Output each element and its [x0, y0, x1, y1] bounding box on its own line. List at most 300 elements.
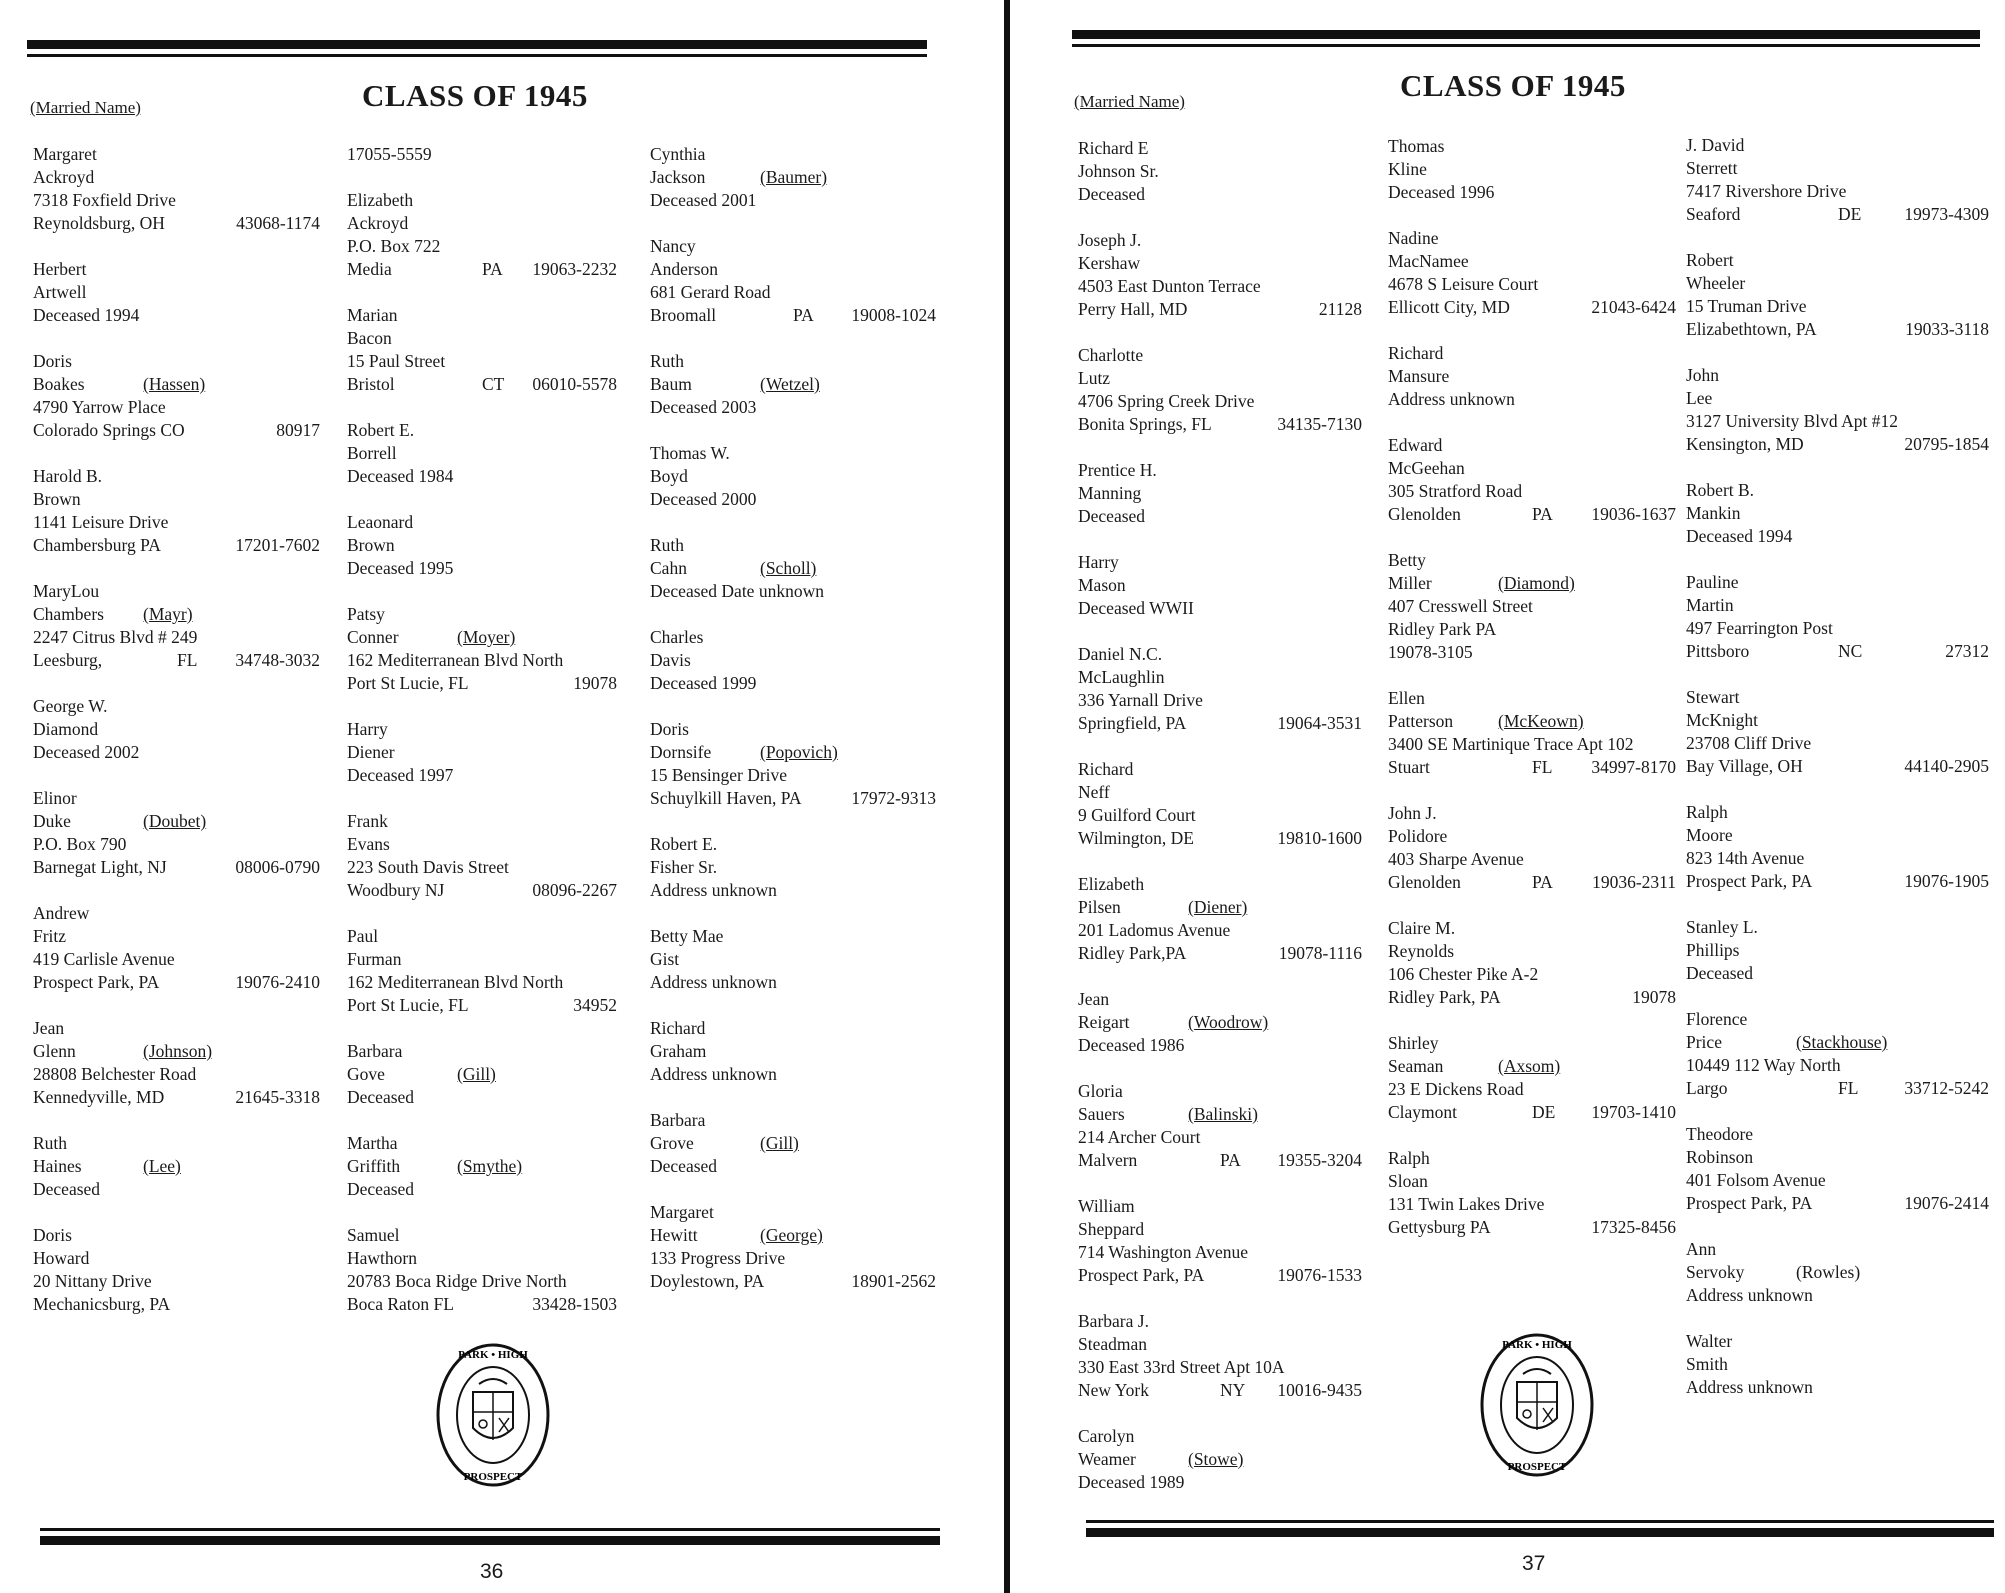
alumni-entry [1078, 758, 1362, 850]
state-code: DE [1838, 204, 1862, 224]
entry-text: Barbara [347, 1041, 403, 1061]
last-name [650, 1224, 936, 1247]
first-name [650, 235, 936, 258]
alumni-entry [1686, 686, 1989, 778]
last-name [1078, 252, 1362, 275]
first-name [347, 1132, 617, 1155]
entry-text: Pilsen [1078, 897, 1121, 917]
alumni-entry [1388, 1032, 1676, 1124]
first-name [1388, 434, 1676, 457]
entry-detail [347, 672, 617, 695]
entry-detail [1078, 1356, 1362, 1379]
entry-detail [650, 1270, 936, 1293]
alumni-entry [1388, 342, 1676, 411]
first-name [650, 350, 936, 373]
entry-detail [1388, 618, 1676, 641]
last-name [33, 281, 320, 304]
first-name [33, 143, 320, 166]
alumni-entry [1686, 479, 1989, 548]
alumni-entry [347, 718, 617, 787]
entry-text: Harry [347, 719, 388, 739]
entry-text: Robinson [1686, 1147, 1754, 1167]
entry-text: 330 East 33rd Street Apt 10A [1078, 1357, 1285, 1377]
married-name: (Stowe) [1188, 1449, 1244, 1469]
entry-detail [1686, 755, 1989, 778]
married-name: (Woodrow) [1188, 1012, 1269, 1032]
entry-text: Seaford [1686, 204, 1741, 224]
first-name [33, 902, 320, 925]
zip-code: 21043-6424 [1591, 297, 1676, 317]
entry-text: Price [1686, 1032, 1722, 1052]
zip-code: 19076-2414 [1904, 1193, 1989, 1213]
entry-text: 20783 Boca Ridge Drive North [347, 1271, 567, 1291]
first-name [1078, 988, 1362, 1011]
entry-detail [650, 1155, 936, 1178]
first-name [1078, 344, 1362, 367]
entry-text: 23 E Dickens Road [1388, 1079, 1524, 1099]
alumni-entry [1078, 551, 1362, 620]
entry-text: Mason [1078, 575, 1126, 595]
alumni-entry [347, 1224, 617, 1316]
entry-text: Carolyn [1078, 1426, 1135, 1446]
last-name [1686, 157, 1989, 180]
entry-text: Conner [347, 627, 399, 647]
entry-text: Paul [347, 926, 379, 946]
first-name [650, 833, 936, 856]
first-name [33, 465, 320, 488]
entry-detail [650, 189, 936, 212]
first-name [347, 718, 617, 741]
entry-detail [650, 488, 936, 511]
alumni-entry [1388, 549, 1676, 664]
entry-detail [1078, 413, 1362, 436]
entry-text: Doris [33, 1225, 72, 1245]
first-name [1078, 551, 1362, 574]
entry-text: Mankin [1686, 503, 1741, 523]
entry-detail [1388, 641, 1676, 664]
entry-text: Deceased [33, 1179, 101, 1199]
entry-detail [33, 741, 320, 764]
last-name [1078, 781, 1362, 804]
entry-text: Daniel N.C. [1078, 644, 1163, 664]
last-name [1078, 367, 1362, 390]
alumni-entry [347, 925, 617, 1017]
entry-text: Jackson [650, 167, 706, 187]
entry-text: 15 Bensinger Drive [650, 765, 788, 785]
zip-code: 17201-7602 [235, 535, 320, 555]
first-name [33, 1224, 320, 1247]
entry-text: Deceased Date unknown [650, 581, 824, 601]
first-name [1686, 249, 1989, 272]
last-name [347, 327, 617, 350]
entry-text: Artwell [33, 282, 87, 302]
married-name: (Wetzel) [760, 374, 820, 394]
entry-detail [33, 534, 320, 557]
alumni-entry [1078, 459, 1362, 528]
first-name [1388, 135, 1676, 158]
last-name [33, 1155, 320, 1178]
last-name [1078, 896, 1362, 919]
entry-text: 4790 Yarrow Place [33, 397, 166, 417]
last-name [1078, 1103, 1362, 1126]
entry-detail [1686, 732, 1989, 755]
entry-text: Weamer [1078, 1449, 1136, 1469]
last-name [1078, 160, 1362, 183]
svg-text:PROSPECT: PROSPECT [463, 1471, 523, 1483]
entry-text: Johnson Sr. [1078, 161, 1159, 181]
first-name [1686, 1008, 1989, 1031]
last-name [1686, 387, 1989, 410]
entry-detail [1388, 273, 1676, 296]
entry-text: Jean [33, 1018, 65, 1038]
entry-text: Mansure [1388, 366, 1450, 386]
entry-text: Servoky [1686, 1262, 1745, 1282]
entry-text: Deceased 1995 [347, 558, 454, 578]
entry-text: Andrew [33, 903, 90, 923]
last-name [1686, 824, 1989, 847]
alumni-entry [1686, 134, 1989, 226]
first-name [33, 258, 320, 281]
entry-detail [1686, 1376, 1989, 1399]
first-name [347, 143, 617, 166]
zip-code: 18901-2562 [851, 1271, 936, 1291]
first-name [1388, 1147, 1676, 1170]
entry-text: 162 Mediterranean Blvd North [347, 972, 564, 992]
entry-detail [1388, 733, 1676, 756]
alumni-entry [1686, 916, 1989, 985]
entry-text: Patterson [1388, 711, 1454, 731]
entry-detail [1686, 180, 1989, 203]
entry-text: Frank [347, 811, 388, 831]
alumni-entry [33, 695, 320, 764]
married-name-label: (Married Name) [1074, 92, 1185, 111]
zip-code: 17972-9313 [851, 788, 936, 808]
married-name: (Diamond) [1498, 573, 1575, 593]
zip-code: 19078 [1632, 987, 1676, 1007]
last-name [33, 373, 320, 396]
state-code: FL [1838, 1078, 1859, 1098]
entry-text: Deceased 1984 [347, 466, 454, 486]
entry-detail [1078, 1264, 1362, 1287]
zip-code: 19078 [573, 673, 617, 693]
alumni-entry [650, 1017, 936, 1086]
page-number: 37 [1522, 1552, 1546, 1575]
entry-text: Barbara [650, 1110, 706, 1130]
married-name: (Rowles) [1796, 1262, 1861, 1282]
entry-detail [33, 626, 320, 649]
entry-text: Mechanicsburg, PA [33, 1294, 171, 1314]
entry-text: Ridley Park,PA [1078, 943, 1187, 963]
entry-text: Deceased [650, 1156, 718, 1176]
top-rule-thick [1072, 30, 1980, 39]
alumni-entry [1388, 135, 1676, 204]
entry-detail [650, 396, 936, 419]
last-name [650, 856, 936, 879]
entry-detail [1686, 295, 1989, 318]
entry-detail [347, 971, 617, 994]
state-code: DE [1532, 1102, 1556, 1122]
alumni-entry [1388, 227, 1676, 319]
first-name [33, 1132, 320, 1155]
entry-text: Bonita Springs, FL [1078, 414, 1212, 434]
entry-text: Elizabethtown, PA [1686, 319, 1817, 339]
last-name [650, 465, 936, 488]
last-name [1388, 710, 1676, 733]
entry-text: Deceased 1994 [1686, 526, 1793, 546]
entry-detail [33, 304, 320, 327]
married-name: (Popovich) [760, 742, 838, 762]
entry-detail [1078, 942, 1362, 965]
zip-code: 19036-2311 [1592, 872, 1676, 892]
alumni-entry [33, 1224, 320, 1316]
entry-detail [347, 764, 617, 787]
entry-text: Deceased [1078, 506, 1146, 526]
first-name [1388, 1032, 1676, 1055]
entry-detail [347, 350, 617, 373]
first-name [1078, 1425, 1362, 1448]
entry-text: 3400 SE Martinique Trace Apt 102 [1388, 734, 1634, 754]
first-name [1686, 686, 1989, 709]
last-name [1388, 825, 1676, 848]
zip-code: 19033-3118 [1905, 319, 1989, 339]
entry-detail [1686, 1284, 1989, 1307]
entry-text: Ruth [650, 535, 685, 555]
state-code: CT [482, 374, 505, 394]
entry-detail [1078, 1471, 1362, 1494]
entry-text: Walter [1686, 1331, 1733, 1351]
last-name [1686, 1353, 1989, 1376]
entry-text: Ackroyd [33, 167, 95, 187]
entry-text: Reynolds [1388, 941, 1455, 961]
entry-detail [650, 580, 936, 603]
last-name [1388, 1170, 1676, 1193]
entry-text: Manning [1078, 483, 1142, 503]
zip-code: 33428-1503 [532, 1294, 617, 1314]
entry-text: Springfield, PA [1078, 713, 1187, 733]
entry-text: Howard [33, 1248, 90, 1268]
entry-text: Address unknown [650, 1064, 777, 1084]
zip-code: 19703-1410 [1591, 1102, 1676, 1122]
last-name [33, 925, 320, 948]
last-name [347, 442, 617, 465]
entry-detail [347, 258, 617, 281]
entry-text: Sterrett [1686, 158, 1738, 178]
bottom-rule-thick [1086, 1528, 1994, 1537]
entry-detail [650, 304, 936, 327]
entry-text: Stewart [1686, 687, 1740, 707]
svg-text:PROSPECT: PROSPECT [1507, 1461, 1567, 1473]
alumni-entry [347, 143, 617, 166]
first-name [650, 534, 936, 557]
entry-text: Theodore [1686, 1124, 1754, 1144]
last-name [1686, 594, 1989, 617]
first-name [1078, 459, 1362, 482]
entry-text: 4678 S Leisure Court [1388, 274, 1539, 294]
alumni-entry [1388, 434, 1676, 526]
bottom-rule-thin [40, 1528, 940, 1531]
entry-text: Reigart [1078, 1012, 1130, 1032]
entry-text: Fritz [33, 926, 67, 946]
zip-code: 06010-5578 [532, 374, 617, 394]
alumni-entry [33, 787, 320, 879]
entry-text: Gettysburg PA [1388, 1217, 1491, 1237]
entry-text: Ellen [1388, 688, 1425, 708]
entry-text: Address unknown [1686, 1285, 1813, 1305]
entry-text: Glenn [33, 1041, 76, 1061]
entry-text: Deceased [347, 1179, 415, 1199]
entry-text: Doris [33, 351, 72, 371]
entry-text: Address unknown [1686, 1377, 1813, 1397]
entry-text: Samuel [347, 1225, 400, 1245]
entry-text: Deceased 1996 [1388, 182, 1495, 202]
entry-detail [650, 879, 936, 902]
entry-text: Barnegat Light, NJ [33, 857, 167, 877]
entry-text: Port St Lucie, FL [347, 673, 469, 693]
first-name [347, 925, 617, 948]
entry-text: Sauers [1078, 1104, 1125, 1124]
entry-detail [1686, 962, 1989, 985]
married-name: (Gill) [457, 1064, 496, 1084]
last-name [347, 1247, 617, 1270]
last-name [1686, 502, 1989, 525]
entry-text: 1141 Leisure Drive [33, 512, 169, 532]
alumni-entry [347, 511, 617, 580]
entry-detail [347, 879, 617, 902]
entry-text: Bristol [347, 374, 395, 394]
entry-detail [33, 948, 320, 971]
alumni-entry [650, 626, 936, 695]
entry-text: George W. [33, 696, 108, 716]
entry-detail [1078, 827, 1362, 850]
last-name [1388, 457, 1676, 480]
entry-detail [1686, 318, 1989, 341]
entry-text: Hewitt [650, 1225, 698, 1245]
married-name: (Scholl) [760, 558, 817, 578]
entry-text: Broomall [650, 305, 717, 325]
entry-detail [347, 235, 617, 258]
entry-detail [33, 1293, 320, 1316]
entry-text: Phillips [1686, 940, 1740, 960]
entry-text: Betty Mae [650, 926, 724, 946]
married-name: (Stackhouse) [1796, 1032, 1888, 1052]
last-name [1686, 272, 1989, 295]
alumni-entry [1388, 1147, 1676, 1239]
last-name [347, 626, 617, 649]
last-name [1078, 1218, 1362, 1241]
entry-text: Charles [650, 627, 704, 647]
entry-detail [1686, 525, 1989, 548]
first-name [1388, 227, 1676, 250]
alumni-entry [1388, 687, 1676, 779]
entry-text: Nancy [650, 236, 696, 256]
last-name [1388, 250, 1676, 273]
last-name [1388, 572, 1676, 595]
entry-text: Pauline [1686, 572, 1739, 592]
zip-code: 19355-3204 [1277, 1150, 1362, 1170]
entry-text: Deceased [1686, 963, 1754, 983]
entry-text: Smith [1686, 1354, 1728, 1374]
entry-text: Ridley Park, PA [1388, 987, 1501, 1007]
entry-text: Patsy [347, 604, 385, 624]
alumni-entry [347, 419, 617, 488]
entry-text: Grove [650, 1133, 694, 1153]
entry-text: Deceased 2000 [650, 489, 757, 509]
entry-detail [1078, 1241, 1362, 1264]
entry-text: Robert [1686, 250, 1734, 270]
alumni-entry [33, 1017, 320, 1109]
entry-detail [1388, 1078, 1676, 1101]
entry-detail [347, 465, 617, 488]
entry-text: Diamond [33, 719, 99, 739]
entry-text: Steadman [1078, 1334, 1148, 1354]
entry-text: Deceased 1997 [347, 765, 454, 785]
alumni-entry [1078, 1310, 1362, 1402]
alumni-entry [33, 1132, 320, 1201]
entry-text: Thomas W. [650, 443, 730, 463]
state-code: NC [1838, 641, 1863, 661]
entry-text: Leesburg, [33, 650, 103, 670]
entry-text: Reynoldsburg, OH [33, 213, 165, 233]
entry-detail [1686, 617, 1989, 640]
entry-text: Fisher Sr. [650, 857, 718, 877]
entry-detail [347, 994, 617, 1017]
alumni-entry [650, 350, 936, 419]
entry-text: Margaret [650, 1202, 714, 1222]
last-name [1078, 1333, 1362, 1356]
zip-code: 19076-2410 [235, 972, 320, 992]
alumni-entry [347, 603, 617, 695]
entry-text: Betty [1388, 550, 1426, 570]
state-code: NY [1220, 1380, 1246, 1400]
entry-text: Deceased 2003 [650, 397, 757, 417]
last-name [347, 948, 617, 971]
married-name: (Doubet) [143, 811, 207, 831]
entry-text: 823 14th Avenue [1686, 848, 1805, 868]
entry-text: Prospect Park, PA [1078, 1265, 1205, 1285]
first-name [1686, 801, 1989, 824]
entry-detail [1078, 390, 1362, 413]
entry-text: 407 Cresswell Street [1388, 596, 1533, 616]
entry-text: 28808 Belchester Road [33, 1064, 197, 1084]
entry-detail [1686, 640, 1989, 663]
first-name [650, 442, 936, 465]
zip-code: 19008-1024 [851, 305, 936, 325]
entry-text: Woodbury NJ [347, 880, 445, 900]
entry-text: 419 Carlisle Avenue [33, 949, 175, 969]
alumni-entry [1078, 643, 1362, 735]
entry-detail [1388, 181, 1676, 204]
first-name [1686, 571, 1989, 594]
alumni-entry [1078, 229, 1362, 321]
entry-text: Prentice H. [1078, 460, 1157, 480]
state-code: PA [1220, 1150, 1241, 1170]
alumni-entry [1388, 802, 1676, 894]
zip-code: 44140-2905 [1904, 756, 1989, 776]
zip-code: 34135-7130 [1277, 414, 1362, 434]
entry-text: Port St Lucie, FL [347, 995, 469, 1015]
alumni-entry [1686, 1008, 1989, 1100]
entry-text: Cahn [650, 558, 687, 578]
entry-detail [347, 1086, 617, 1109]
entry-text: Martha [347, 1133, 398, 1153]
first-name [347, 511, 617, 534]
alumni-entry [1078, 988, 1362, 1057]
entry-text: Ruth [650, 351, 685, 371]
entry-text: Deceased 1994 [33, 305, 140, 325]
entry-text: Furman [347, 949, 402, 969]
last-name [1078, 482, 1362, 505]
alumni-entry [650, 143, 936, 212]
